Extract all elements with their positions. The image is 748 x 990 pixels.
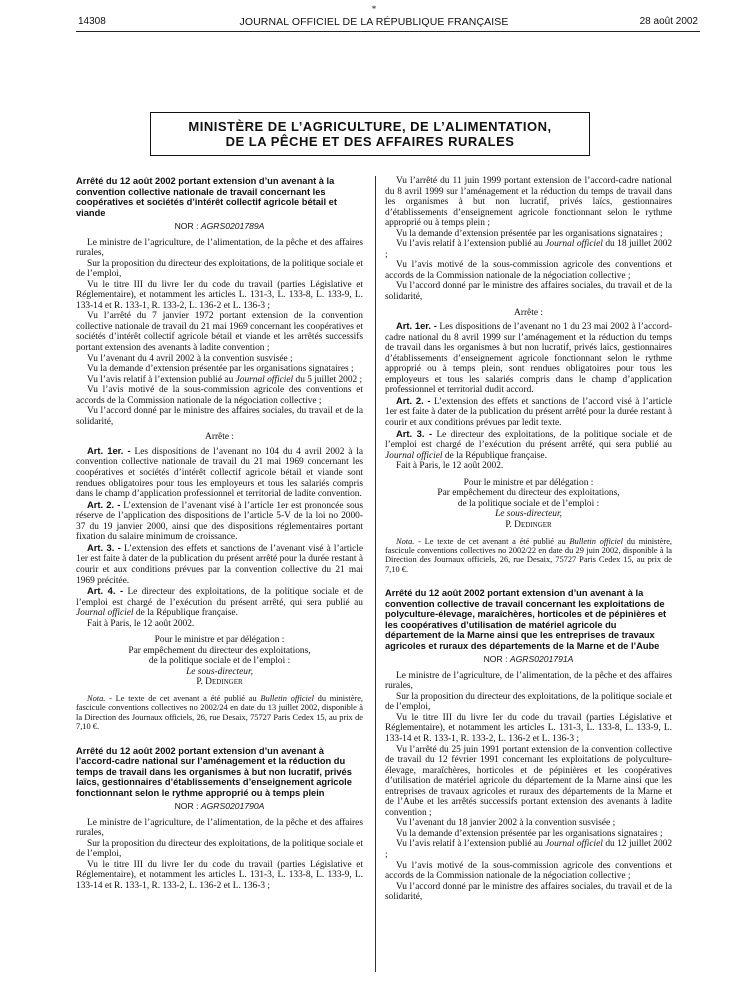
done-at: Fait à Paris, le 12 août 2002. [396, 461, 504, 472]
paragraph: Sur la proposition du directeur des exploitations, de la politique sociale et de l’emploi, [385, 691, 672, 713]
paragraph: Vu l’avenant du 18 janvier 2002 à la convention susvisée ; [396, 818, 616, 829]
article-text: L’extension des effets et sanctions de l’avenant visé à l’article 1er est faite à dater de la publication du présent arrêté pour la durée restant à courir et aux conditions prévues par la convention collective du 21 mai 1969 précitée. [76, 543, 364, 586]
signature-line: de la politique sociale et de l’emploi : [457, 498, 600, 509]
paragraph: Vu l’arrêté du 7 janvier 1972 portant extension de la convention collective nationale de travail du 21 mai 1969 concernant les coopératives et sociétés d’intérêt collectif agricole bétail et viande et les arrêtés successifs portant extension des avenants à ladite convention ; [76, 311, 363, 354]
journal-ref: Journal officiel [385, 450, 443, 461]
article-text: de la République française. [135, 608, 238, 619]
signature-line: Par empêchement du directeur des exploitations, [128, 645, 311, 656]
article-label: Art. 2. - [87, 498, 121, 510]
ministry-box [150, 112, 590, 156]
nor-code: AGRS0201790A [200, 801, 265, 812]
article [76, 500, 363, 543]
article-text: Les dispositions de l’avenant no 104 du 4 avril 2002 à la convention collective nationale de travail du 21 mai 1969 concernant les coopératives et sociétés d’intérêt collectif agricole bétail et viande sont rendues obligatoires pour tous les employeurs et tous les salariés compris dans le champ d’application professionnel et territorial de ladite convention. [76, 446, 364, 500]
paragraph: Vu le titre III du livre Ier du code du travail (parties Législative et Réglementaire), et notamment les articles L. 131-3, L. 133-8, L. 133-9, L. 133-14 et R. 133-1, R. 133-2, L. 136-2 et L. 136-3 ; [76, 279, 363, 311]
nota: Nota. - Le texte de cet avenant a été publié au Bulletin officiel du ministère, fascicule conventions collectives no 2002/24 en date du 13 juillet 2002, disponible à la Direction des Journaux officiels, 26, rue Desaix, 75727 Paris Cedex 15, au prix de 7,10 €. [76, 693, 364, 732]
article-label: Art. 3. - [87, 541, 121, 553]
decree-title: Arrêté du 12 août 2002 portant extension d’un avenant à l’accord-cadre national sur l’aménagement et la réduction du temps de travail dans les organismes à but non lucratif, privés laïcs, gestionnaires d’établissements d’enseignement agricole fonctionnant selon le rythme approprié ou à temps plein [76, 745, 352, 798]
text: du 5 juillet 2002 ; [295, 374, 363, 385]
paragraph: Vu la demande d’extension présentée par les organisations signataires ; [87, 364, 354, 375]
signatory-name: P. Dedinger [196, 677, 243, 688]
article-text: L’extension des effets et sanctions de l’accord visé à l’article 1er est faite à dater de la publication du présent arrêté pour la durée restant à courir et aux conditions prévues par ledit texte. [385, 396, 673, 429]
article [385, 429, 672, 462]
article [76, 543, 363, 586]
signature-title: Le sous-directeur, [186, 666, 253, 677]
paragraph: Vu l’avis relatif à l’extension publié au Journal officiel du 12 juillet 2002 ; [385, 839, 673, 860]
article-label: Art. 2. - [396, 394, 431, 406]
nor-label: NOR : [483, 654, 508, 665]
journal-ref: Journal officiel [235, 374, 294, 385]
text: Vu l’avis relatif à l’extension publié au [87, 374, 234, 385]
paragraph: Vu le titre III du livre Ier du code du travail (parties Législative et Réglementaire), et notamment les articles L. 131-3, L. 133-8, L. 133-9, L. 133-14 et R. 133-1, R. 133-2, L. 136-2 et L. 136-3 ; [76, 859, 363, 891]
paragraph: Vu l’avis motivé de la sous-commission agricole des conventions et accords de la Commission nationale de la négociation collective ; [385, 260, 672, 281]
signature-title: Le sous-directeur, [495, 509, 562, 520]
nor-label: NOR : [174, 801, 199, 812]
nor-label: NOR : [174, 221, 199, 231]
issue-date: 28 août 2002 [639, 16, 698, 27]
decree-title: Arrêté du 12 août 2002 portant extension d’un avenant à la convention collective de travail concernant les exploitations de polyculture-élevage, maraîchères, horticoles et de pépinières et les coopératives d’utilisation de matériel agricole du département de la Marne ainsi que les entreprises de travaux agricoles et ruraux des départements de la Marne et de l’Aube [385, 588, 667, 651]
ministry-title-line1: MINISTÈRE DE L’AGRICULTURE, DE L’ALIMENTATION, [188, 119, 552, 134]
done-at: Fait à Paris, le 12 août 2002. [87, 618, 195, 629]
header-rule [76, 31, 700, 32]
paragraph: Le ministre de l’agriculture, de l’alimentation, de la pêche et des affaires rurales, [76, 237, 363, 259]
article-text: Les dispositions de l’avenant no 1 du 23 mai 2002 à l’accord-cadre national du 8 avril 1999 sur l’aménagement et la réduction du temps de travail dans les organismes à but non lucratif, privés laïcs, gestionnaires d’établissements d’enseignement agricole fonctionnant selon le rythme approprié ou à temps plein, sont rendues obligatoires pour tous les employeurs et tous les salariés compris dans le champ d’application professionnel et territorial dudit accord. [385, 322, 673, 396]
ministry-title-line2: DE LA PÊCHE ET DES AFFAIRES RURALES [225, 134, 515, 149]
header-star: * [371, 4, 377, 14]
paragraph: Vu la demande d’extension présentée par les organisations signataires ; [396, 828, 663, 839]
journal-ref: Journal officiel [76, 608, 134, 619]
paragraph: Vu l’avis motivé de la sous-commission agricole des conventions et accords de la Commission nationale de la négociation collective ; [385, 860, 672, 882]
article-label: Art. 1er. - [396, 320, 437, 332]
article-label: Art. 4. - [87, 585, 124, 597]
nor-reference [76, 221, 363, 232]
article [385, 321, 672, 396]
paragraph: Vu l’avenant du 4 avril 2002 à la convention susvisée ; [87, 353, 293, 364]
nota-label: Nota. [396, 536, 415, 546]
article-text: Le directeur des exploitations, de la politique sociale et de l’emploi est chargé de l’exécution du présent arrêté, qui sera publié au [385, 429, 673, 451]
article [385, 396, 672, 429]
article [76, 586, 363, 619]
paragraph: Vu l’accord donné par le ministre des affaires sociales, du travail et de la solidarité, [76, 406, 363, 427]
paragraph: Vu l’accord donné par le ministre des affaires sociales, du travail et de la solidarité, [385, 281, 672, 303]
signature-line: Par empêchement du directeur des exploitations, [437, 488, 620, 499]
paragraph: Vu l’accord donné par le ministre des affaires sociales, du travail et de la solidarité, [385, 881, 672, 903]
paragraph: Vu l’arrêté du 25 juin 1991 portant extension de la convention collective de travail du 12 février 1991 concernant les exploitations de polyculture-élevage, maraîchères, horticoles et de pépinières et les coopératives d’utilisation de matériel agricole du département de la Marne ainsi que les entreprises de travaux agricoles et ruraux des départements de la Marne et de l’Aube et les arrêtés successifs portant extension des avenants à ladite convention ; [385, 744, 672, 818]
journal-ref: Journal officiel [545, 239, 603, 250]
decree-title: Arrêté du 12 août 2002 portant extension d’un avenant à la convention collective nationale de travail concernant les coopératives et sociétés d’intérêt collectif agricole bétail et viande [76, 176, 337, 218]
page-number: 14308 [78, 16, 106, 27]
nor-code: AGRS0201789A [200, 221, 265, 231]
signature-line: de la politique sociale et de l’emploi : [148, 656, 291, 667]
article [76, 446, 363, 500]
signature-line: Pour le ministre et par délégation : [154, 635, 285, 646]
bulletin-ref: Bulletin officiel [569, 536, 623, 546]
signatory-name: P. Dedinger [505, 519, 552, 530]
column-divider [375, 176, 376, 972]
article-label: Art. 3. - [396, 427, 433, 439]
right-column [385, 176, 672, 903]
article-text: L’extension de l’avenant visé à l’article 1er est prononcée sous réserve de l’application des dispositions de l’article 5-V de la loi no 2000-37 du 19 janvier 2000, ainsi que des dispositions réglementaires portant fixation du salaire minimum de croissance. [76, 500, 364, 543]
nor-code: AGRS0201791A [509, 654, 574, 665]
journal-ref: Journal officiel [545, 839, 603, 850]
paragraph: Vu l’arrêté du 11 juin 1999 portant extension de l’accord-cadre national du 8 avril 1999 sur l’aménagement et la réduction du temps de travail dans les organismes à but non lucratif, privés laïcs, gestionnaires d’établissements d’enseignement agricole fonctionnant selon le rythme approprié ou à temps plein ; [385, 176, 672, 229]
nota-label: Nota. [87, 693, 106, 703]
journal-title: JOURNAL OFFICIEL DE LA RÉPUBLIQUE FRANÇAISE [239, 16, 509, 28]
arrete-heading: Arrête : [514, 307, 543, 318]
arrete-heading: Arrête : [205, 432, 234, 443]
nota: Nota. - Le texte de cet avenant a été publié au Bulletin officiel du ministère, fascicule conventions collectives no 2002/22 en date du 29 juin 2002, disponible à la Direction des Journaux officiels, 26, rue Desaix, 75727 Paris Cedex 15, au prix de 7,10 €. [385, 536, 673, 574]
page-header [0, 4, 748, 34]
paragraph [76, 375, 363, 386]
bulletin-ref: Bulletin officiel [260, 693, 314, 703]
paragraph: Vu le titre III du livre Ier du code du travail (parties Législative et Réglementaire), et notamment les articles L. 131-3, L. 133-8, L. 133-9, L. 133-14 et R. 133-1, R. 133-2, L. 136-2 et L. 136-3 ; [385, 712, 672, 744]
article-text: de la République française. [444, 450, 547, 461]
paragraph: Le ministre de l’agriculture, de l’alimentation, de la pêche et des affaires rurales, [76, 817, 363, 839]
article-label: Art. 1er. - [87, 444, 131, 456]
nor-reference [385, 654, 672, 665]
article-text: Le directeur des exploitations, de la politique sociale et de l’emploi est chargé de l’exécution du présent arrêté, qui sera publié au [76, 587, 364, 608]
paragraph: Vu l’avis motivé de la sous-commission agricole des conventions et accords de la Commission nationale de la négociation collective ; [76, 385, 363, 406]
paragraph: Vu la demande d’extension présentée par les organisations signataires ; [396, 228, 663, 239]
signature-line: Pour le ministre et par délégation : [463, 477, 594, 488]
paragraph: Le ministre de l’agriculture, de l’alimentation, de la pêche et des affaires rurales, [385, 670, 672, 692]
nor-reference [76, 801, 363, 812]
left-column [76, 176, 363, 891]
paragraph: Vu l’avis relatif à l’extension publié au Journal officiel du 18 juillet 2002 ; [385, 239, 673, 260]
paragraph: Sur la proposition du directeur des exploitations, de la politique sociale et de l’emploi, [76, 838, 363, 860]
paragraph: Sur la proposition du directeur des exploitations, de la politique sociale et de l’emploi, [76, 258, 363, 280]
